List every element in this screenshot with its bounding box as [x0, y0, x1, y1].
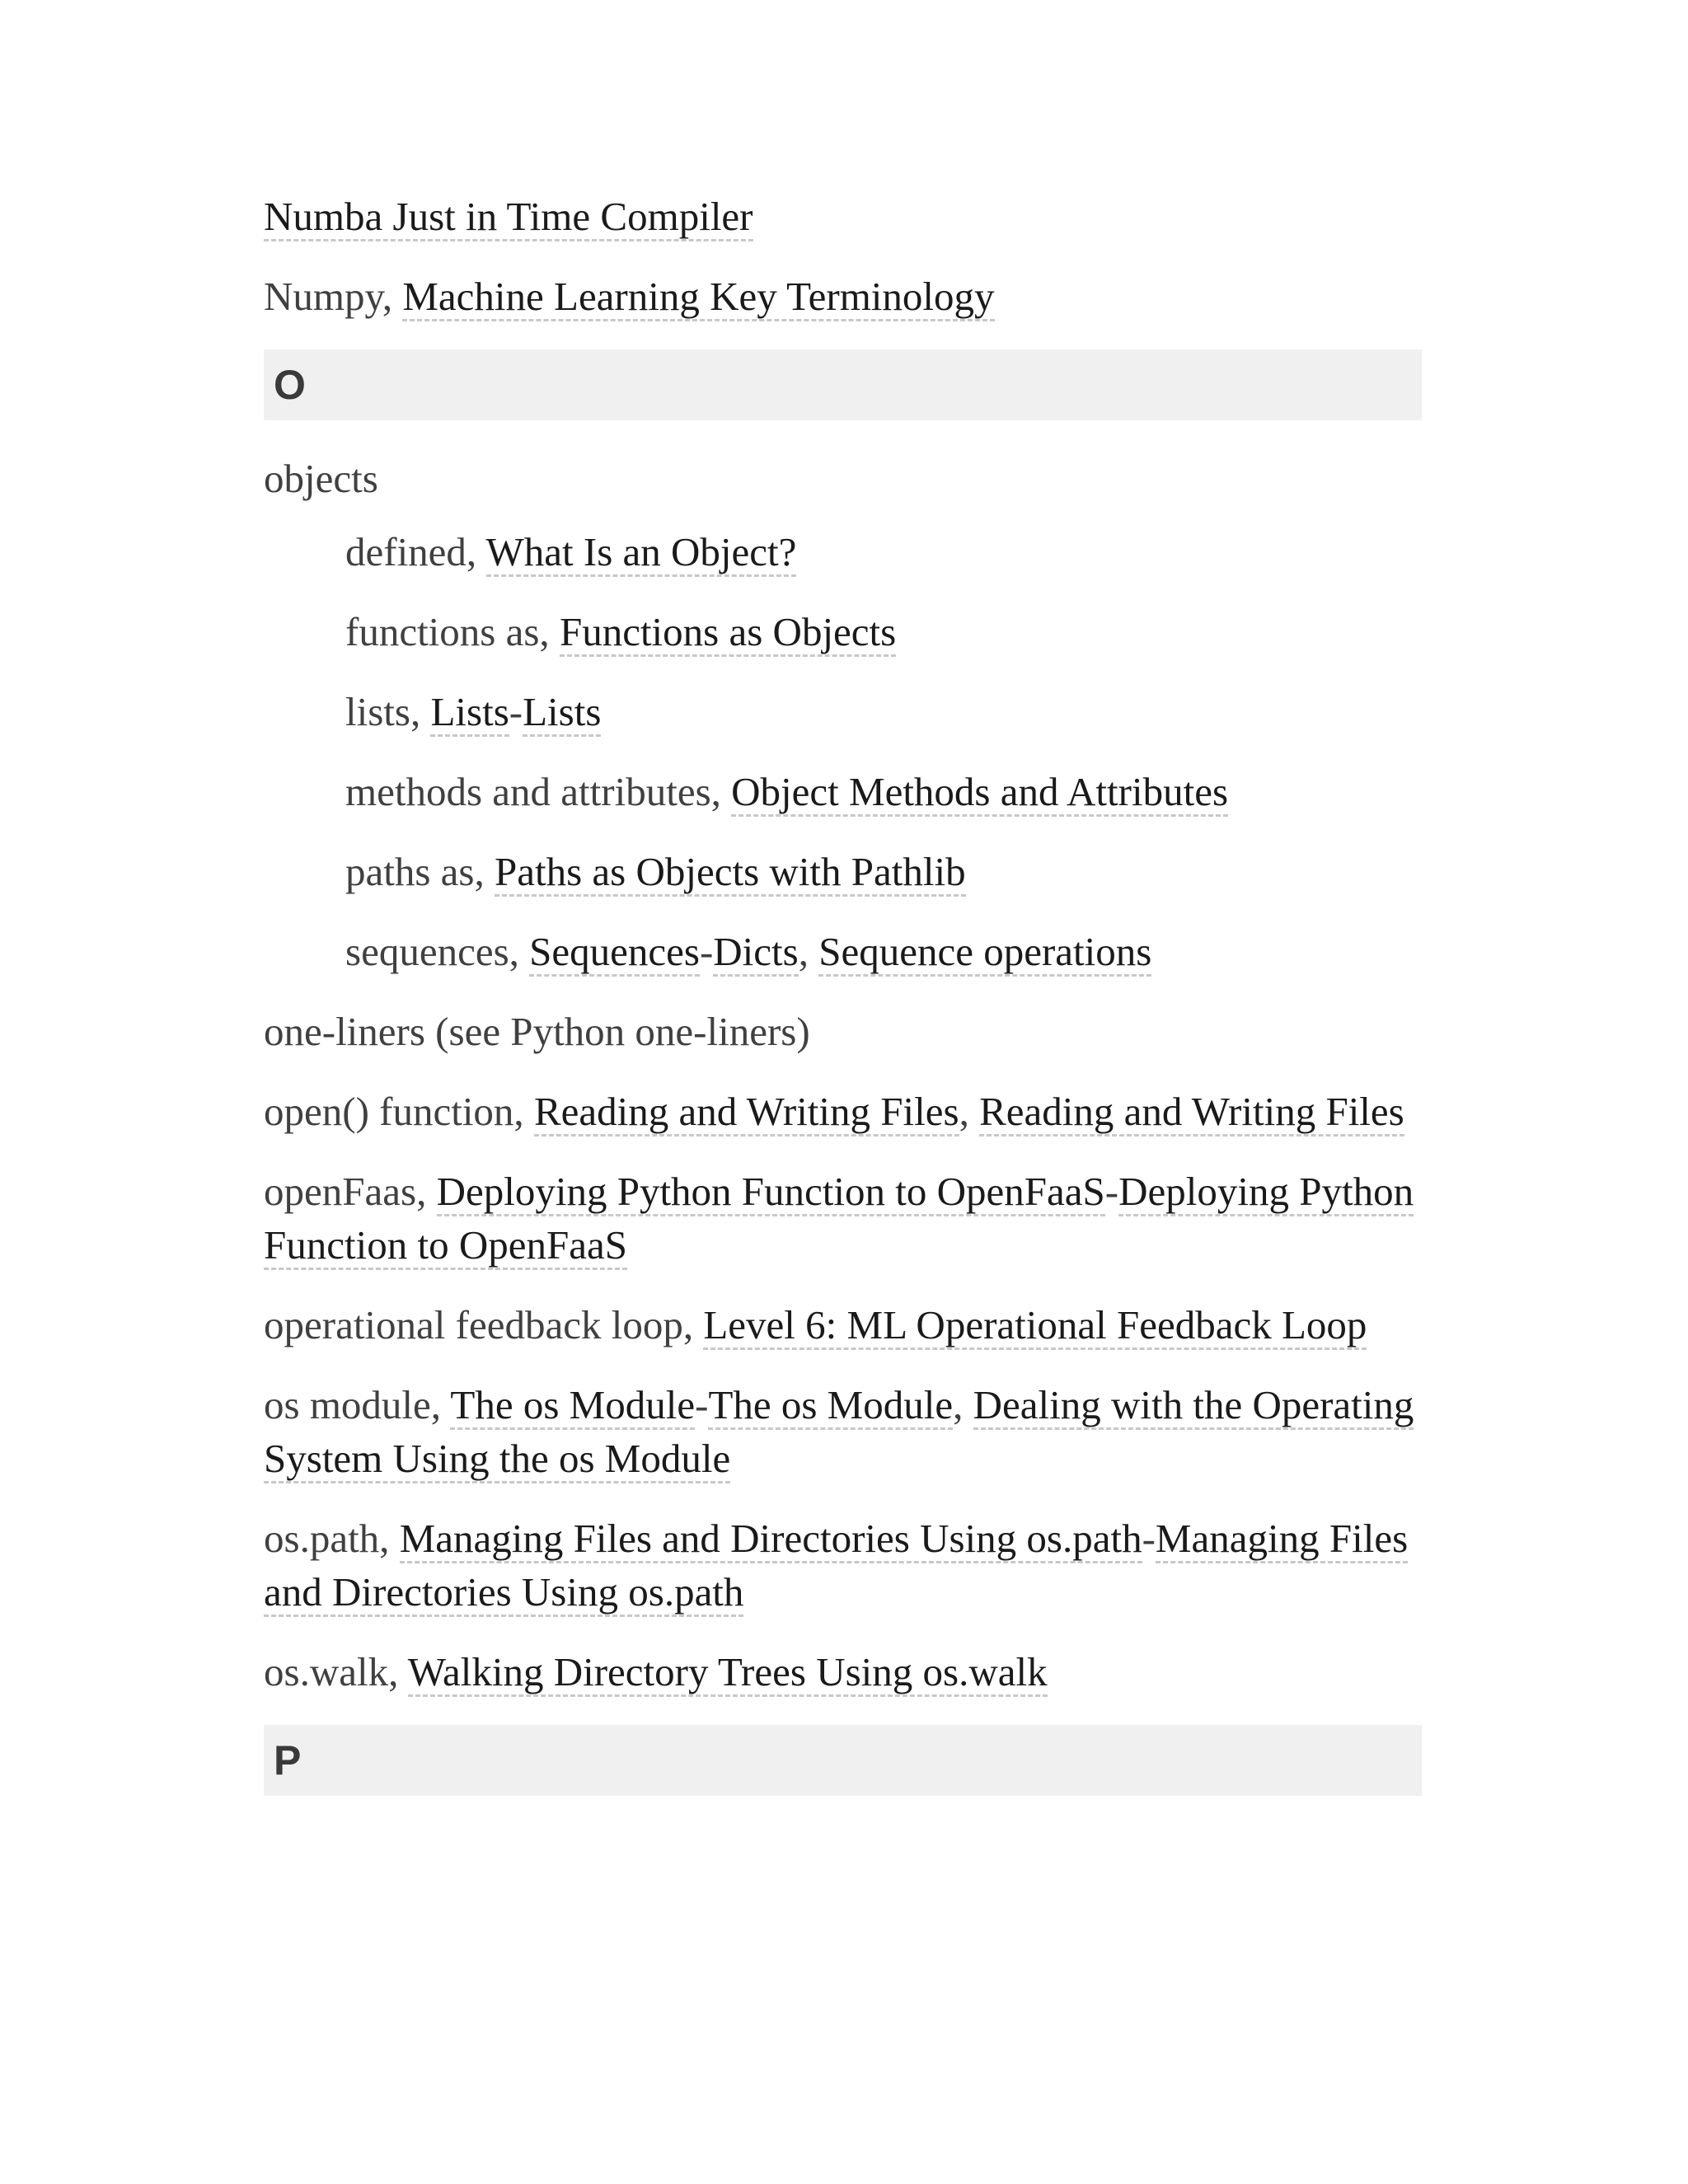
index-entry-operational-feedback-loop [264, 1298, 1422, 1352]
index-link[interactable]: The os Module [450, 1382, 695, 1430]
comma-separator: , [953, 1382, 973, 1427]
index-link[interactable]: Walking Directory Trees Using os.walk [408, 1649, 1048, 1697]
index-term: methods and attributes, [345, 769, 732, 814]
index-entry-os-path [264, 1511, 1422, 1619]
comma-separator: , [798, 929, 819, 974]
index-entry-open-function [264, 1085, 1422, 1138]
index-link[interactable]: The os Module [708, 1382, 953, 1430]
index-subentry [264, 605, 1422, 658]
section-header-p [264, 1725, 1422, 1796]
index-term: os.path, [264, 1516, 400, 1561]
index-subentry [264, 525, 1422, 579]
index-link[interactable]: Sequence operations [818, 929, 1151, 977]
index-subentry [264, 925, 1422, 978]
index-entry-numpy [264, 269, 1422, 323]
index-term: defined, [345, 529, 486, 574]
index-term: objects [264, 456, 378, 501]
range-separator: - [1104, 1169, 1119, 1214]
index-term: paths as, [345, 849, 495, 894]
index-subentry [264, 685, 1422, 738]
range-separator: - [509, 689, 523, 734]
section-letter: P [274, 1737, 302, 1783]
index-page [264, 190, 1422, 1827]
index-link[interactable]: Dicts [713, 929, 798, 977]
index-entry-numba [264, 190, 1422, 243]
index-term: Numpy, [264, 274, 403, 319]
index-subentry [264, 765, 1422, 818]
index-entry-one-liners [264, 1005, 1422, 1058]
section-letter: O [274, 362, 306, 408]
index-term: open() function, [264, 1089, 534, 1134]
index-link[interactable]: Level 6: ML Operational Feedback Loop [703, 1302, 1367, 1350]
index-term: one-liners (see Python one-liners) [264, 1009, 810, 1054]
index-term: operational feedback loop, [264, 1302, 704, 1347]
index-entry-os-walk [264, 1645, 1422, 1699]
range-separator: - [699, 929, 714, 974]
index-link[interactable]: Paths as Objects with Pathlib [495, 849, 966, 897]
range-separator: - [695, 1382, 709, 1427]
index-link[interactable]: What Is an Object? [486, 529, 797, 577]
index-subentry [264, 845, 1422, 898]
index-link[interactable]: Numba Just in Time Compiler [264, 194, 753, 241]
index-link[interactable]: Lists [430, 689, 509, 737]
index-link[interactable]: Managing Files and Directories Using os.path [264, 1516, 1408, 1617]
index-link[interactable]: Deploying Python Function to OpenFaaS [437, 1169, 1105, 1216]
index-link[interactable]: Deploying Python Function to OpenFaaS [264, 1169, 1414, 1270]
index-link[interactable]: Reading and Writing Files [534, 1089, 959, 1137]
index-link[interactable]: Object Methods and Attributes [731, 769, 1228, 817]
index-link[interactable]: Lists [523, 689, 601, 737]
index-link[interactable]: Dealing with the Operating System Using the os Module [264, 1382, 1414, 1483]
index-link[interactable]: Machine Learning Key Terminology [402, 274, 994, 321]
section-header-o [264, 349, 1422, 420]
index-entry-objects [264, 452, 1422, 505]
index-entry-openfaas [264, 1165, 1422, 1272]
index-link[interactable]: Reading and Writing Files [979, 1089, 1404, 1137]
range-separator: - [1142, 1516, 1156, 1561]
index-term: lists, [345, 689, 431, 734]
index-entry-os-module [264, 1378, 1422, 1485]
index-term: sequences, [345, 929, 530, 974]
comma-separator: , [959, 1089, 980, 1134]
index-term: os.walk, [264, 1649, 408, 1694]
index-term: os module, [264, 1382, 451, 1427]
index-link[interactable]: Sequences [529, 929, 700, 977]
index-link[interactable]: Functions as Objects [560, 609, 896, 657]
index-term: functions as, [345, 609, 560, 654]
index-link[interactable]: Managing Files and Directories Using os.path [400, 1516, 1142, 1563]
index-term: openFaas, [264, 1169, 437, 1214]
